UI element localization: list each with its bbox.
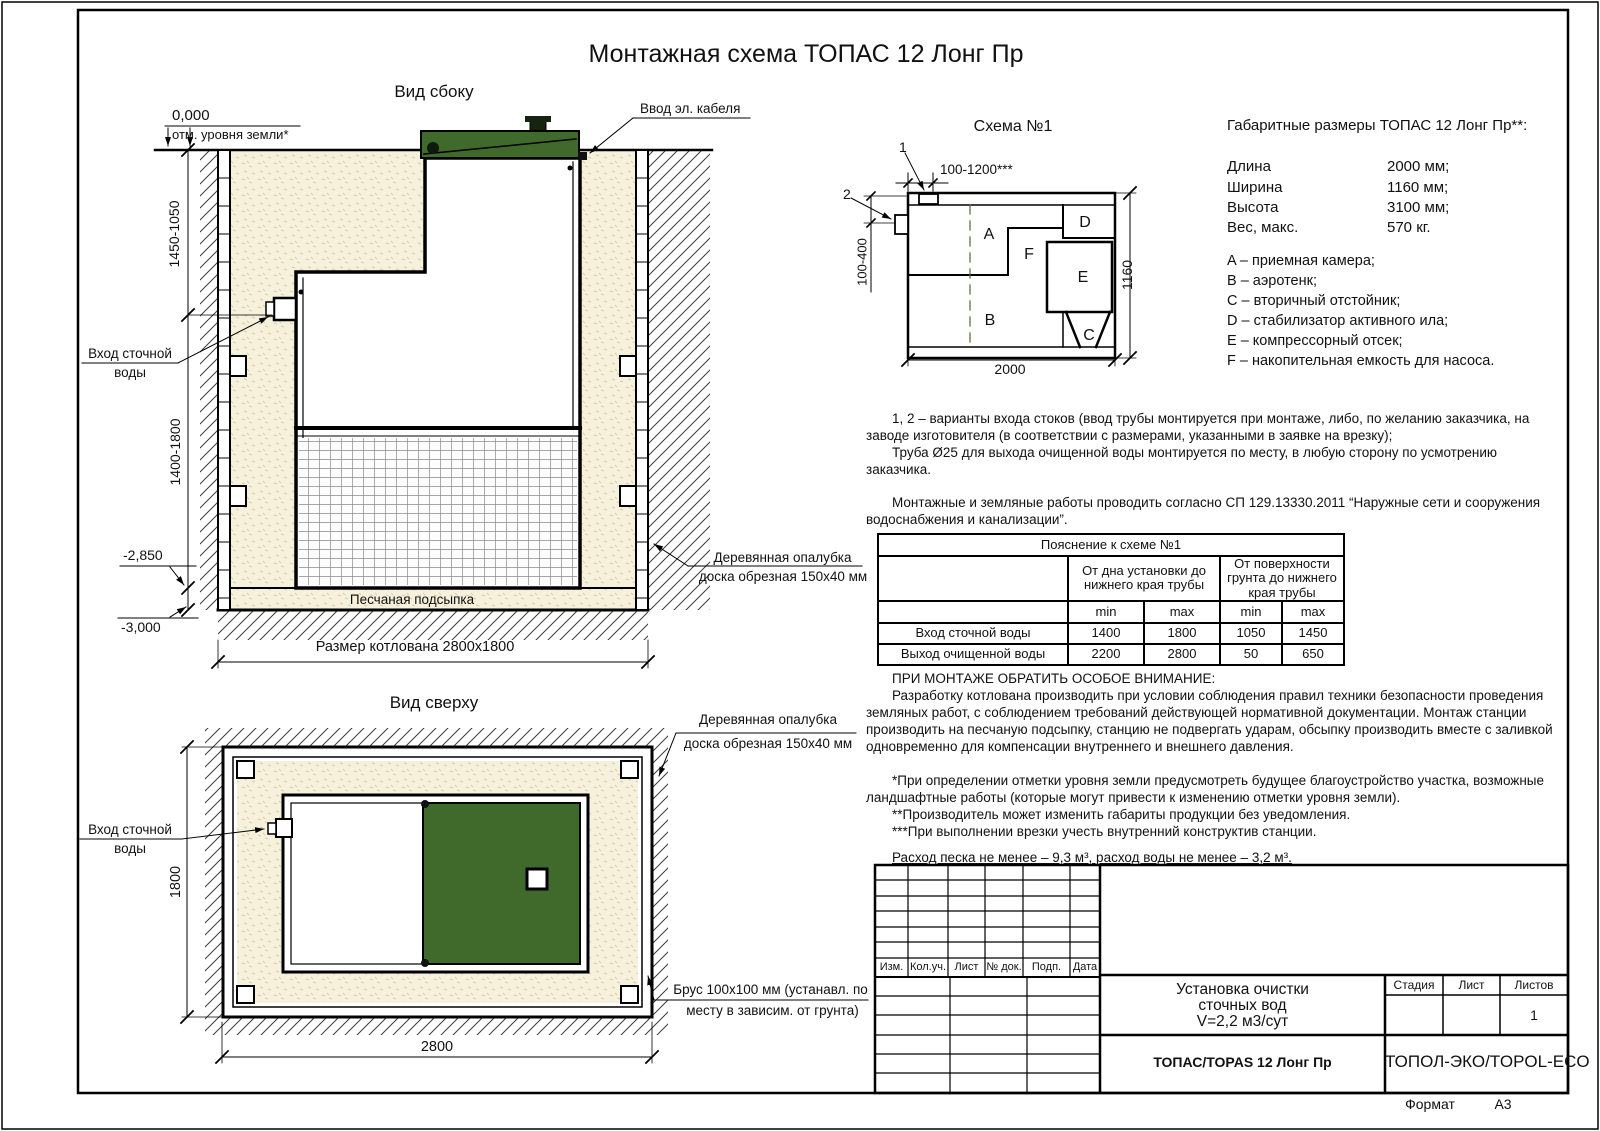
side-inlet-label-2: воды	[114, 365, 146, 380]
compartment-b: B	[984, 312, 996, 329]
zero-mark: 0,000	[172, 107, 210, 124]
min-header: min	[1220, 601, 1282, 623]
legend-item: F – накопительная емкость для насоса.	[1227, 353, 1495, 369]
side-inlet-label-1: Вход сточной	[88, 346, 172, 361]
scheme-dim-inlet-depth: 100-400	[854, 238, 870, 286]
compartment-c: C	[1083, 327, 1095, 344]
compartment-d: D	[1079, 214, 1091, 231]
scheme-dim-length: 2000	[994, 361, 1026, 377]
top-dim-width: 2800	[420, 1039, 454, 1055]
table-row	[878, 644, 1344, 665]
attention-body: Разработку котлована производить при условии соблюдения правил техники безопасности проведения земляных работ, с соблюдением требований действующей нормативной документации. Монтаж станции производить на песчаную подсыпку, станцию не подвергать ударам, обсыпку производить вместе с заливкой одновременно для компенсации внутреннего и внешнего давления.	[866, 688, 1553, 754]
cable-entry-label: Ввод эл. кабеля	[640, 101, 741, 116]
stamp-col-kol: Кол.уч.	[909, 961, 947, 973]
row-label: Выход очищенной воды	[878, 644, 1068, 665]
footnote: ***При выполнении врезки учесть внутренний конструктив станции.	[892, 824, 1317, 839]
side-view-label: Вид сбоку	[394, 82, 474, 101]
spec-label: Вес, макс.	[1227, 219, 1299, 236]
spec-value: 3100 мм;	[1387, 199, 1450, 216]
legend-item: D – стабилизатор активного ила;	[1227, 313, 1449, 329]
legend-item: E – компрессорный отсек;	[1227, 333, 1403, 349]
side-dim-lower: 1400-1800	[167, 418, 183, 486]
footnote: *При определении отметки уровня земли предусмотреть будущее благоустройство участка, возможные ландшафтные работы (которые могут привести к изменению отметки уровня земли).	[866, 773, 1545, 805]
stamp-col-data: Дата	[1072, 961, 1098, 973]
explanation-table-title: Пояснение к схеме №1	[878, 534, 1344, 556]
top-formwork-label-1: Деревянная опалубка	[698, 712, 838, 727]
scheme-callout-1: 1	[899, 139, 907, 155]
cell: 1400	[1068, 623, 1144, 644]
scheme-dim-inlet-offset: 100-1200***	[940, 162, 1013, 177]
lid-side	[421, 131, 579, 158]
stamp-col-podp: Подп.	[1031, 961, 1062, 973]
scheme-title: Схема №1	[973, 118, 1053, 135]
company-name: ТОПОЛ-ЭКО/TOPOL-ECO	[1385, 1052, 1590, 1071]
cell: 2800	[1144, 644, 1220, 665]
product-name: ТОПАС/TOPAS 12 Лонг Пр	[1153, 1054, 1332, 1070]
note-variants: 1, 2 – варианты входа стоков (ввод трубы монтируется при монтаже, либо, по желанию заказчика, на заводе изготовителя (в соответствии с размерами, указанными в заявке на врезку);	[866, 411, 1530, 443]
level-bedding: -2,850	[123, 547, 163, 563]
cell: 50	[1220, 644, 1282, 665]
side-formwork-label-2: доска обрезная 150х40 мм	[698, 569, 868, 584]
scheme-dim-width: 1160	[1119, 259, 1135, 291]
specs-title: Габаритные размеры ТОПАС 12 Лонг Пр**:	[1227, 117, 1528, 134]
notes-block	[866, 410, 1564, 528]
top-inlet-label-2: воды	[114, 841, 146, 856]
scheme-callout-2: 2	[843, 186, 851, 202]
spec-value: 1160 мм;	[1387, 179, 1449, 196]
footnote: **Производитель может изменить габариты продукции без уведомления.	[892, 807, 1351, 822]
legend-item: A – приемная камера;	[1227, 253, 1375, 269]
spec-value: 2000 мм;	[1387, 158, 1450, 175]
top-formwork-label-2: доска обрезная 150х40 мм	[683, 736, 853, 751]
lid-top	[423, 803, 580, 964]
beam-label-2: месту в зависим. от грунта)	[686, 1003, 859, 1018]
cell: 1450	[1282, 623, 1344, 644]
level-bottom: -3,000	[121, 619, 161, 635]
doc-title-line-3: V=2,2 м3/сут	[1196, 1013, 1289, 1030]
beam-label-1: Брус 100х100 мм (устанавл. по	[673, 982, 868, 997]
compartment-e: E	[1077, 269, 1089, 286]
side-view-drawing	[82, 116, 862, 668]
note-pipe: Труба Ø25 для выхода очищенной воды монтируется по месту, в любую сторону по усмотрению заказчика.	[866, 445, 1498, 477]
cell: 2200	[1068, 644, 1144, 665]
cell: 650	[1282, 644, 1344, 665]
min-header: min	[1068, 601, 1144, 623]
table-col-group-1: От дна установки до нижнего края трубы	[1068, 556, 1220, 601]
max-header: max	[1282, 601, 1344, 623]
spec-label: Высота	[1227, 199, 1279, 216]
consumption-note: Расход песка не менее – 9,3 м³, расход воды не менее – 3,2 м³.	[892, 850, 1292, 865]
legend-item: B – аэротенк;	[1227, 273, 1317, 289]
format-label: Формат	[1405, 1096, 1455, 1112]
max-header: max	[1144, 601, 1220, 623]
sheet-header: Лист	[1458, 978, 1485, 992]
sheets-value: 1	[1530, 1007, 1538, 1023]
page-title: Монтажная схема ТОПАС 12 Лонг Пр	[588, 40, 1024, 68]
format-value: А3	[1494, 1096, 1512, 1112]
cell: 1800	[1144, 623, 1220, 644]
legend-item: C – вторичный отстойник;	[1227, 293, 1401, 309]
compartment-a: A	[983, 226, 995, 243]
cell: 1050	[1220, 623, 1282, 644]
doc-title-line-1: Установка очистки	[1176, 981, 1309, 998]
side-formwork-label-1: Деревянная опалубка	[713, 550, 852, 565]
spec-value: 570 кг.	[1387, 219, 1431, 236]
stamp-col-doc: № док.	[986, 961, 1022, 973]
top-inlet-label-1: Вход сточной	[88, 822, 172, 837]
attention-block	[866, 670, 1568, 755]
explanation-table	[877, 533, 1345, 666]
stamp-col-izm: Изм.	[879, 961, 904, 973]
footnotes-block	[866, 772, 1568, 840]
compartment-f: F	[1024, 246, 1034, 263]
spec-label: Длина	[1227, 158, 1271, 175]
top-dim-height: 1800	[168, 865, 184, 899]
stage-header: Стадия	[1393, 978, 1435, 992]
doc-title-line-2: сточных вод	[1198, 997, 1287, 1014]
side-dim-upper: 1450-1050	[166, 200, 182, 268]
spec-label: Ширина	[1227, 179, 1283, 196]
pit-size-label: Размер котлована 2800х1800	[315, 639, 515, 655]
sand-bedding-label: Песчаная подсыпка	[349, 592, 475, 607]
note-works: Монтажные и земляные работы проводить согласно СП 129.13330.2011 “Наружные сети и сооружения водоснабжения и канализации”.	[866, 495, 1541, 527]
top-view-label: Вид сверху	[389, 693, 479, 712]
attention-heading: ПРИ МОНТАЖЕ ОБРАТИТЬ ОСОБОЕ ВНИМАНИЕ:	[892, 671, 1216, 686]
row-label: Вход сточной воды	[878, 623, 1068, 644]
table-row	[878, 623, 1344, 644]
table-col-group-2: От поверхности грунта до нижнего края трубы	[1220, 556, 1344, 601]
ground-note: отм. уровня земли*	[172, 127, 289, 142]
stamp-col-list: Лист	[954, 961, 979, 973]
sheets-header: Листов	[1514, 978, 1554, 992]
